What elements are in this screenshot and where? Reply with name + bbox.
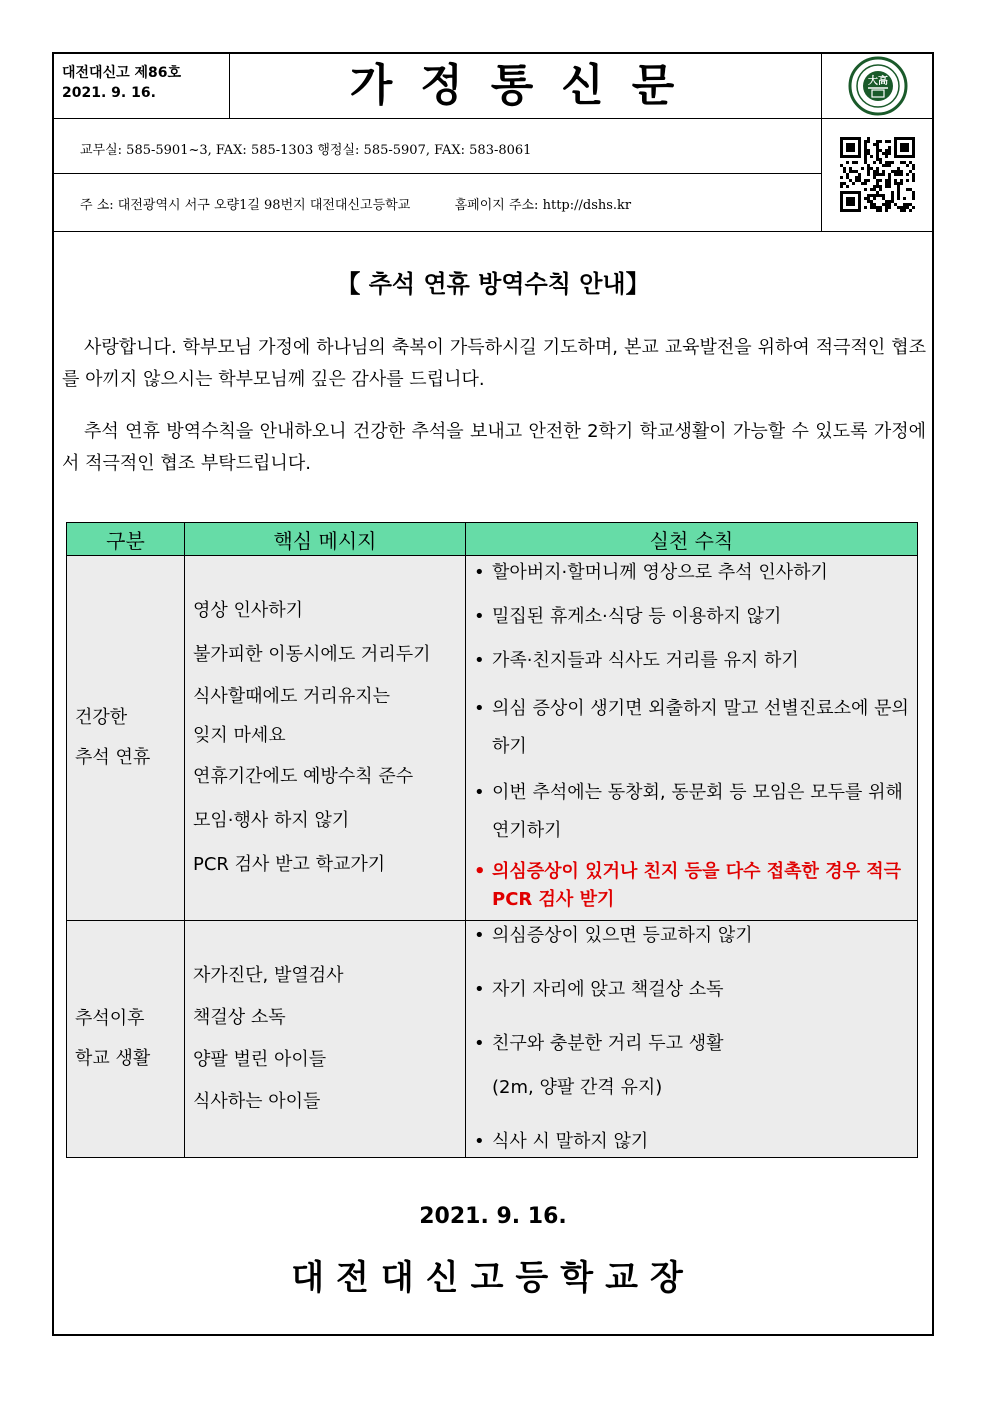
intro-paragraph-2: 추석 연휴 방역수칙을 안내하오니 건강한 추석을 보내고 안전한 2학기 학교생활이 가능할 수 있도록 가정에서 적극적인 협조 부탁드립니다. bbox=[62, 421, 926, 474]
header-rules: 실천 수칙 bbox=[466, 523, 918, 556]
message-item: 식사할때에도 거리유지는 bbox=[193, 686, 390, 707]
rules-cell bbox=[466, 556, 918, 921]
message-item: 자가진단, 발열검사 bbox=[193, 965, 344, 986]
rule-item-continuation: (2m, 양팔 간격 유지) bbox=[492, 1077, 663, 1098]
rule-item: • 의심증상이 있으면 등교하지 않기 bbox=[474, 925, 753, 946]
table-header-row bbox=[67, 523, 918, 556]
rule-item-emphasis: • 의심증상이 있거나 친지 등을 다수 접촉한 경우 적극 PCR 검사 받기 bbox=[474, 861, 902, 910]
message-item: 식사하는 아이들 bbox=[193, 1091, 321, 1112]
footer-date: 2021. 9. 16. bbox=[419, 1204, 567, 1229]
message-item: 잊지 마세요 bbox=[193, 725, 286, 746]
message-item: 책걸상 소독 bbox=[193, 1007, 286, 1028]
homepage-label: 홈페이지 주소: bbox=[454, 198, 539, 213]
address-label: 주 소: bbox=[80, 198, 114, 213]
rule-item: • 의심 증상이 생기면 외출하지 말고 선별진료소에 문의하기 bbox=[474, 698, 909, 757]
qr-code-cell bbox=[821, 118, 934, 231]
category-cell bbox=[67, 921, 185, 1158]
message-item: 양팔 벌린 아이들 bbox=[193, 1049, 327, 1070]
document-frame bbox=[52, 52, 934, 1336]
category-cell bbox=[67, 556, 185, 921]
table-row bbox=[67, 556, 918, 921]
emblem-char-1: 大高 bbox=[868, 76, 888, 87]
rule-item: • 할아버지·할머니께 영상으로 추석 인사하기 bbox=[474, 562, 828, 583]
category-line: 추석 연휴 bbox=[75, 747, 151, 768]
issue-info bbox=[54, 54, 230, 118]
rule-item: • 식사 시 말하지 않기 bbox=[474, 1131, 649, 1152]
homepage-link[interactable]: http://dshs.kr bbox=[542, 198, 632, 213]
rule-item: • 자기 자리에 앉고 책걸상 소독 bbox=[474, 979, 724, 1000]
message-item: 모임·행사 하지 않기 bbox=[193, 810, 350, 831]
school-logo-cell bbox=[821, 54, 934, 118]
rule-item: • 가족·친지들과 식사도 거리를 유지 하기 bbox=[474, 650, 799, 671]
issue-number: 대전대신고 제86호 bbox=[62, 65, 182, 81]
qr-code-icon[interactable] bbox=[822, 119, 933, 230]
address-value: 대전광역시 서구 오량1길 98번지 대전대신고등학교 bbox=[117, 198, 411, 213]
guideline-table bbox=[66, 522, 918, 1158]
address-line bbox=[54, 174, 821, 231]
header-category: 구분 bbox=[67, 523, 185, 556]
category-line: 학교 생활 bbox=[75, 1048, 151, 1069]
message-cell bbox=[185, 556, 466, 921]
notice-title: 【 추석 연휴 방역수칙 안내】 bbox=[336, 269, 650, 298]
rule-item: • 이번 추석에는 동창회, 동문회 등 모임은 모두를 위해 연기하기 bbox=[474, 782, 903, 841]
issue-date: 2021. 9. 16. bbox=[62, 85, 156, 101]
intro-paragraph-1: 사랑합니다. 학부모님 가정에 하나님의 축복이 가득하시길 기도하며, 본교 교육발전을 위하여 적극적인 협조를 아끼지 않으시는 학부모님께 깊은 감사를 드립니다. bbox=[62, 337, 926, 390]
principal-signature: 대전대신고등학교장 bbox=[291, 1258, 695, 1298]
rules-cell bbox=[466, 921, 918, 1158]
message-item: 불가피한 이동시에도 거리두기 bbox=[193, 644, 431, 665]
rule-item: • 밀집된 휴게소·식당 등 이용하지 않기 bbox=[474, 606, 782, 627]
message-item: PCR 검사 받고 학교가기 bbox=[193, 854, 386, 875]
page-title: 가정통신문 bbox=[349, 60, 703, 111]
category-line: 건강한 bbox=[75, 707, 128, 728]
message-cell bbox=[185, 921, 466, 1158]
table-row bbox=[67, 921, 918, 1158]
header-message: 핵심 메시지 bbox=[185, 523, 466, 556]
school-emblem-icon bbox=[822, 54, 935, 118]
header-divider bbox=[54, 231, 932, 232]
message-item: 연휴기간에도 예방수칙 준수 bbox=[193, 766, 414, 787]
category-line: 추석이후 bbox=[75, 1008, 145, 1029]
contact-info: 교무실: 585-5901~3, FAX: 585-1303 행정실: 585-5907, FAX: 583-8061 bbox=[54, 118, 821, 174]
message-item: 영상 인사하기 bbox=[193, 600, 304, 621]
rule-item: • 친구와 충분한 거리 두고 생활 bbox=[474, 1033, 724, 1054]
